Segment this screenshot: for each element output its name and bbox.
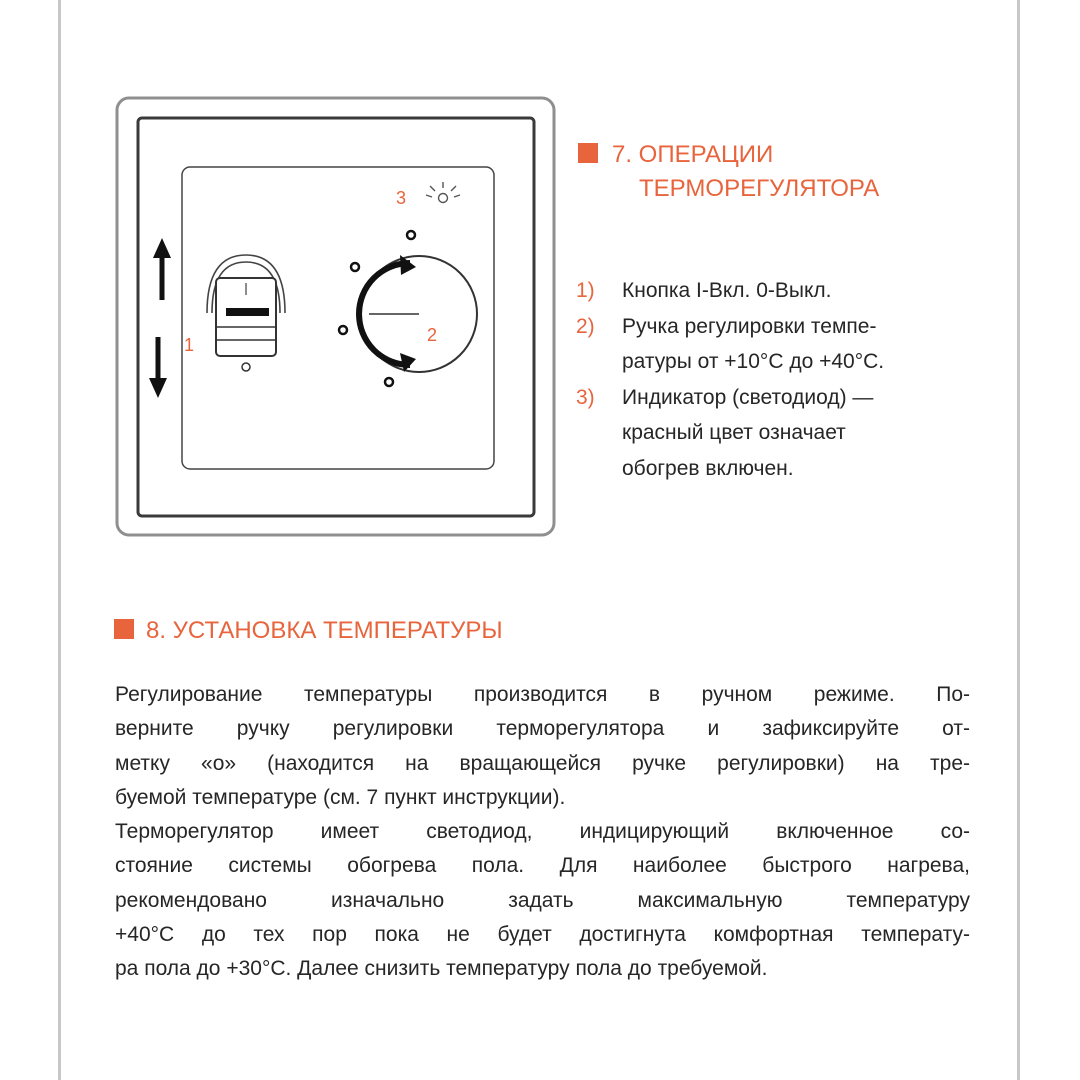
section-8-body [115, 678, 970, 987]
orange-square-marker [114, 619, 134, 639]
paragraph-line: метку «о» (находится на вращающейся ручке регулировки) на тре- [115, 751, 970, 775]
list-item-text: Ручка регулировки темпе- [622, 314, 877, 338]
label-number-2: 2 [427, 325, 438, 345]
knob-tick [407, 231, 415, 239]
paragraph-line: верните ручку регулировки терморегулятора и зафиксируйте от- [115, 717, 970, 741]
list-item-text: Индикатор (светодиод) — [622, 385, 874, 409]
paragraph-line: Терморегулятор имеет светодиод, индицирующий включенное со- [115, 820, 970, 844]
knob-tick [385, 378, 393, 386]
knob-tick [351, 263, 359, 271]
knob-tick [339, 326, 347, 334]
list-item-text: обогрев включен. [622, 456, 794, 480]
paragraph-line: ра пола до +30°С. Далее снизить температуру пола до требуемой. [115, 957, 768, 981]
label-number-3: 3 [396, 188, 407, 208]
thermostat-illustration [114, 95, 558, 540]
section-7-title-line1: 7. ОПЕРАЦИИ [612, 141, 774, 168]
list-item-text: ратуры от +10°С до +40°С. [622, 350, 885, 373]
label-number-1: 1 [184, 335, 195, 355]
paragraph-line: буемой температуре (см. 7 пункт инструкции). [115, 785, 566, 809]
list-item-number: 3) [576, 385, 595, 409]
section-8-title: 8. УСТАНОВКА ТЕМПЕРАТУРЫ [146, 617, 503, 644]
section-8-heading [114, 614, 503, 648]
paragraph-line: рекомендовано изначально задать максимальную температуру [115, 888, 970, 912]
paragraph-line: +40°С до тех пор пока не будет достигнута комфортная температу- [115, 923, 970, 947]
list-item-text: Кнопка I-Вкл. 0-Выкл. [622, 279, 832, 302]
orange-square-marker [578, 143, 598, 163]
paragraph-line: Регулирование температуры производится в ручном режиме. По- [115, 683, 970, 706]
paragraph-line: стояние системы обогрева пола. Для наиболее быстрого нагрева, [115, 854, 970, 878]
list-item-number: 2) [576, 314, 595, 338]
list-item-number: 1) [576, 279, 595, 302]
section-7-title-line2: ТЕРМОРЕГУЛЯТОРА [639, 175, 880, 202]
list-item-text: красный цвет означает [622, 421, 846, 444]
